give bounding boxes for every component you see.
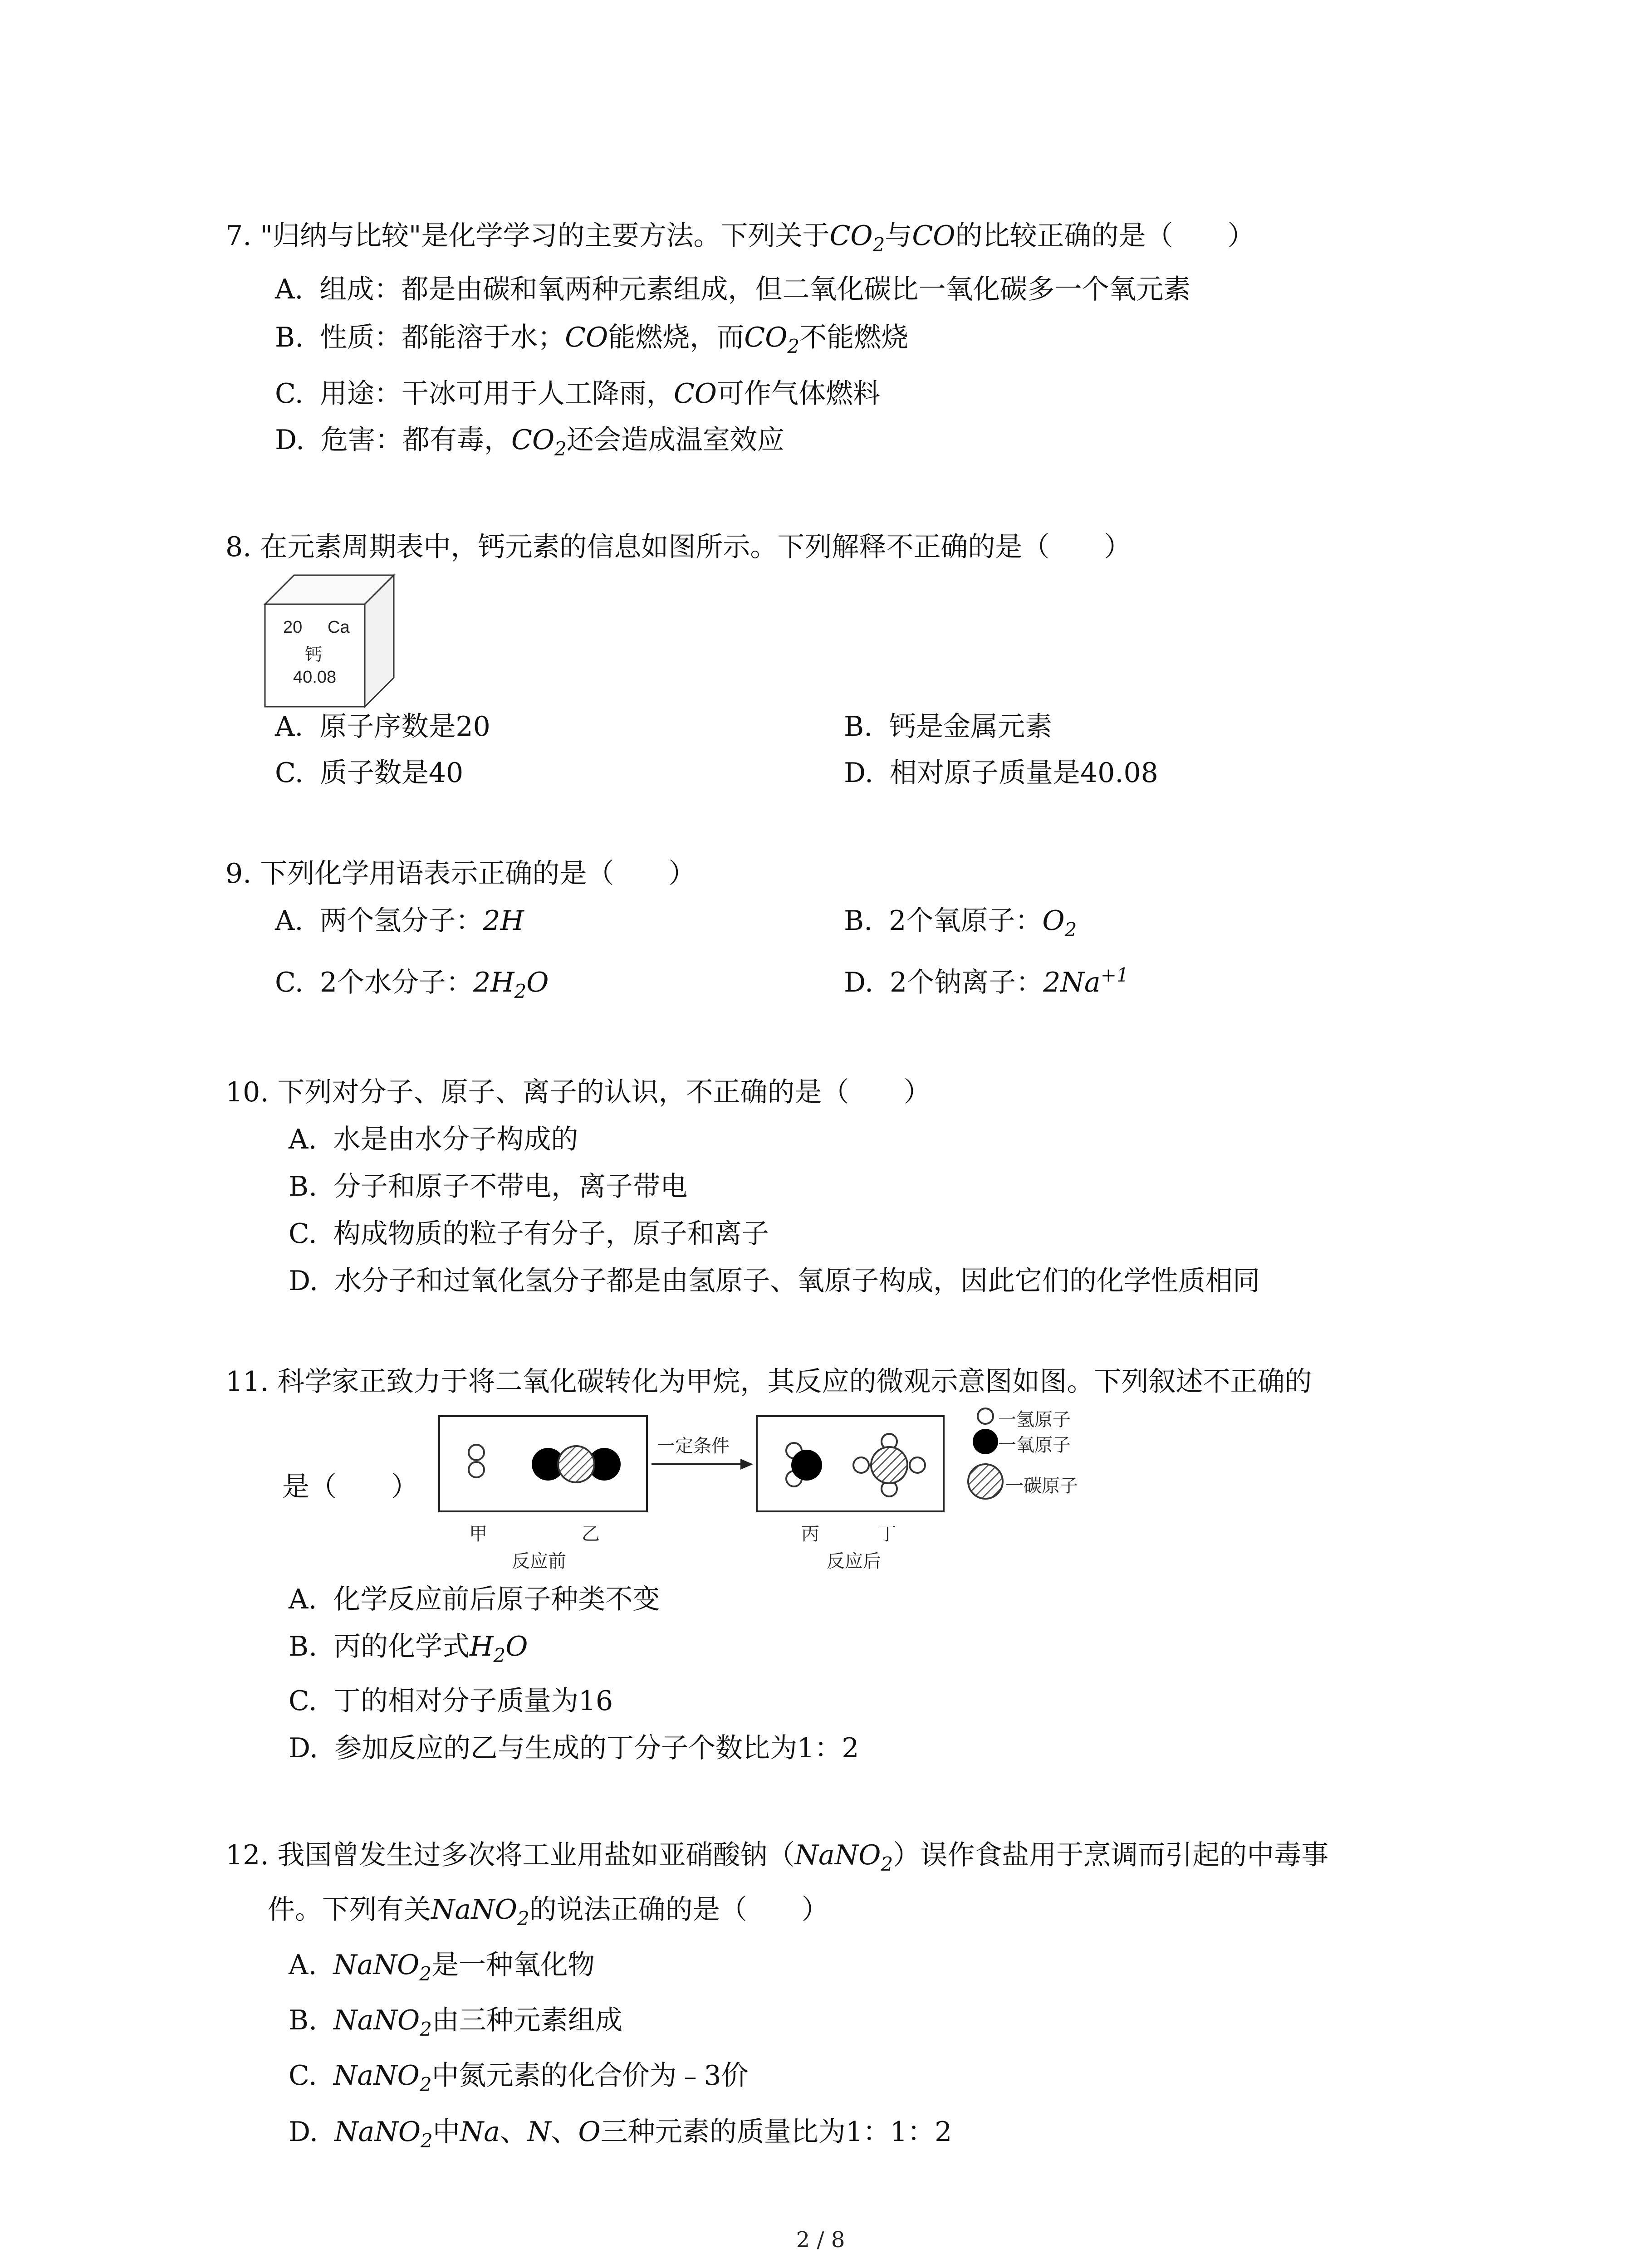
question-7-stem: 7. "归纳与比较"是化学学习的主要方法。下列关于$CO_2$与CO的比较正确的是（ ） (225, 220, 1255, 256)
legend-carbon: 一碳原子 (1005, 1476, 1078, 1496)
q8-option-a[interactable]: A. 原子序数是20 (275, 711, 490, 743)
q7-option-a[interactable]: A. 组成：都是由碳和氧两种元素组成，但二氧化碳比一氧化碳多一个氧元素 (275, 274, 1191, 305)
label-jia: 甲 (469, 1524, 487, 1544)
q9-option-d[interactable]: D. 2个钠离子：$2Na^{+1}$ (844, 964, 1129, 998)
question-11-stem-line2: 是（ ） (282, 1471, 418, 1503)
question-10-stem: 10. 下列对分子、原子、离子的认识，不正确的是（ ） (225, 1076, 931, 1108)
q8-option-c[interactable]: C. 质子数是40 (275, 757, 464, 789)
q7-option-b[interactable]: B. 性质：都能溶于水；CO能燃烧，而$CO_2$不能燃烧 (275, 322, 909, 357)
question-12-stem-line2: 件。下列有关NaNO$_2$的说法正确的是（ ） (268, 1894, 829, 1930)
legend-hydrogen: 一氢原子 (998, 1410, 1071, 1430)
q12-option-d[interactable]: D. NaNO$_2$中Na、N、O三种元素的质量比为1：1：2 (289, 2116, 952, 2152)
page-number: 2 / 8 (796, 2227, 845, 2253)
q12-option-c[interactable]: C. NaNO$_2$中氮元素的化合价为﹣3价 (289, 2060, 749, 2096)
element-atomic-mass: 40.08 (293, 668, 337, 687)
label-yi: 乙 (582, 1524, 600, 1544)
label-bing: 丙 (801, 1524, 819, 1544)
label-ding: 丁 (878, 1524, 896, 1544)
q12-option-a[interactable]: A. NaNO$_2$是一种氧化物 (289, 1949, 595, 1985)
q11-option-d[interactable]: D. 参加反应的乙与生成的丁分子个数比为1：2 (289, 1732, 859, 1764)
q11-option-a[interactable]: A. 化学反应前后原子种类不变 (289, 1584, 660, 1615)
element-atomic-number: 20 (283, 618, 303, 637)
reaction-condition-label: 一定条件 (657, 1436, 730, 1456)
q10-option-a[interactable]: A. 水是由水分子构成的 (289, 1124, 578, 1155)
q11-option-b[interactable]: B. 丙的化学式$H_2O$ (289, 1631, 528, 1667)
q10-option-d[interactable]: D. 水分子和过氧化氢分子都是由氢原子、氧原子构成，因此它们的化学性质相同 (289, 1265, 1260, 1297)
calcium-element-card (262, 572, 398, 709)
q10-option-b[interactable]: B. 分子和原子不带电，离子带电 (289, 1171, 688, 1202)
q9-option-b[interactable]: B. 2个氧原子：$O_2$ (844, 905, 1077, 941)
question-12-stem-line1: 12. 我国曾发生过多次将工业用盐如亚硝酸钠（NaNO$_2$）误作食盐用于烹调而引起的中毒事 (225, 1839, 1329, 1875)
q11-option-c[interactable]: C. 丁的相对分子质量为16 (289, 1685, 613, 1717)
question-9-stem: 9. 下列化学用语表示正确的是（ ） (225, 858, 696, 890)
q9-option-a[interactable]: A. 两个氢分子：2H (275, 905, 524, 937)
q7-option-c[interactable]: C. 用途：干冰可用于人工降雨，CO可作气体燃料 (275, 378, 880, 410)
q7-option-d[interactable]: D. 危害：都有毒，$CO_2$还会造成温室效应 (275, 424, 784, 460)
question-11-stem-line1: 11. 科学家正致力于将二氧化碳转化为甲烷，其反应的微观示意图如图。下列叙述不正确的 (225, 1366, 1312, 1398)
q9-option-c[interactable]: C. 2个水分子：$2H_2O$ (275, 967, 549, 1002)
q10-option-c[interactable]: C. 构成物质的粒子有分子，原子和离子 (289, 1218, 769, 1250)
legend-oxygen: 一氧原子 (998, 1435, 1071, 1455)
q8-option-b[interactable]: B. 钙是金属元素 (844, 711, 1053, 743)
element-name: 钙 (305, 645, 323, 665)
q8-option-d[interactable]: D. 相对原子质量是40.08 (844, 757, 1158, 789)
q12-option-b[interactable]: B. NaNO$_2$由三种元素组成 (289, 2004, 622, 2040)
label-before-reaction: 反应前 (512, 1551, 566, 1571)
element-symbol: Ca (328, 618, 350, 637)
question-8-stem: 8. 在元素周期表中，钙元素的信息如图所示。下列解释不正确的是（ ） (225, 531, 1132, 563)
label-after-reaction: 反应后 (827, 1551, 881, 1571)
